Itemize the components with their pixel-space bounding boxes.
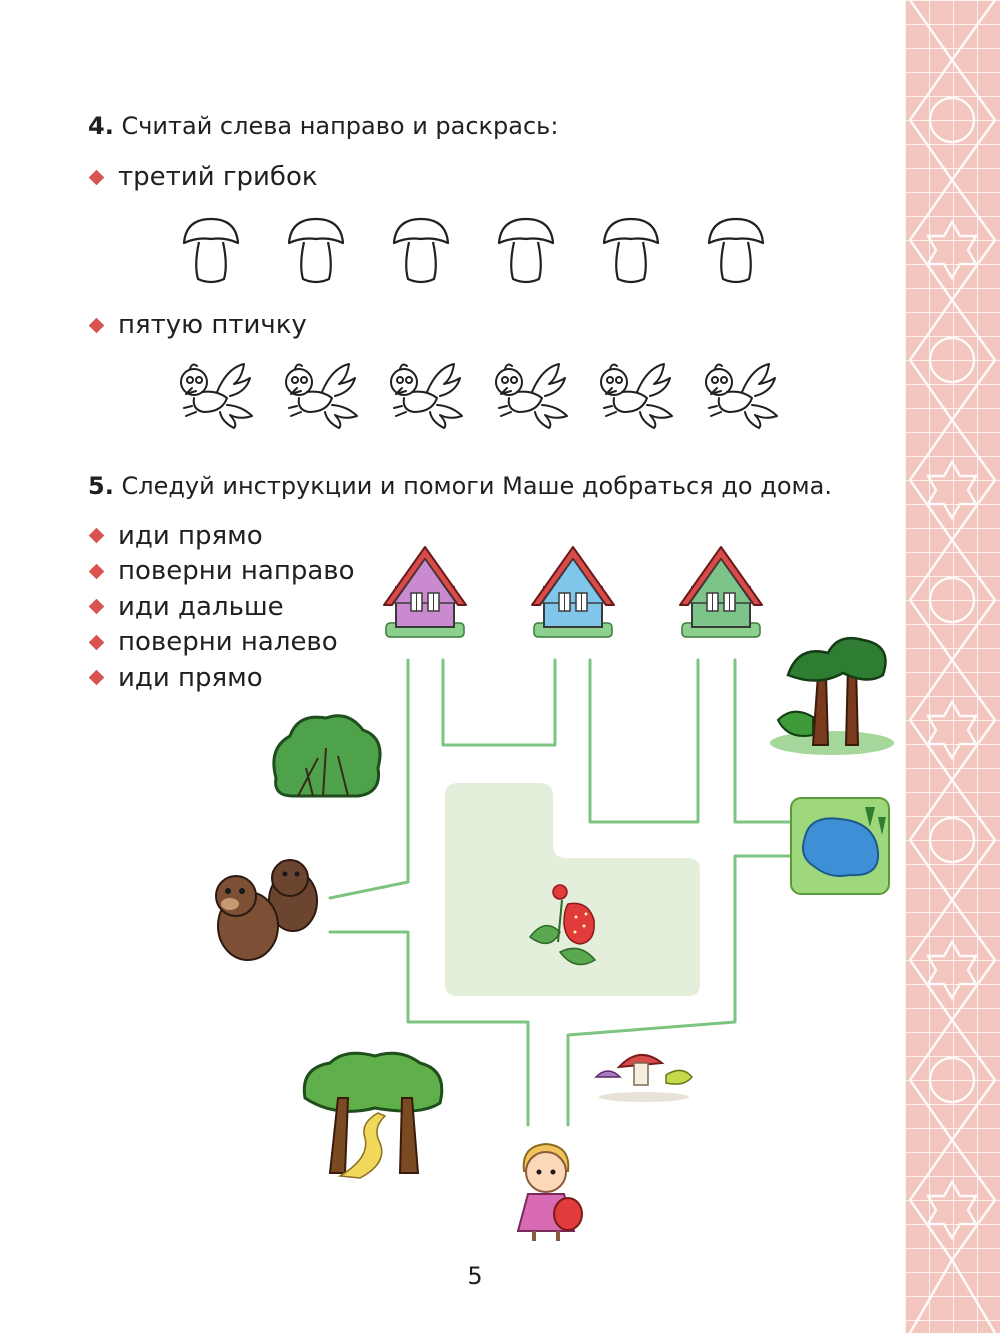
instruction-text: поверни направо <box>118 556 355 587</box>
instruction-text: иди прямо <box>118 520 263 551</box>
decorative-side-strip <box>905 0 1000 1333</box>
masha-girl-icon <box>506 1136 590 1244</box>
house-icon[interactable] <box>380 543 470 641</box>
page-number: 5 <box>467 1262 483 1290</box>
bears-icon <box>208 856 328 968</box>
bush-icon <box>268 708 386 806</box>
lake-icon <box>790 797 890 895</box>
bullet-text: третий грибок <box>118 162 318 192</box>
ornament-pattern <box>905 0 1000 1333</box>
bullet-text: пятую птичку <box>118 310 307 340</box>
house-icon[interactable] <box>528 543 618 641</box>
house-icon[interactable] <box>676 543 766 641</box>
task-5-text: Следуй инструкции и помоги Маше добраться до дома. <box>121 472 832 500</box>
instruction-text: поверни налево <box>118 627 338 658</box>
mushrooms-group-icon <box>594 1045 694 1105</box>
instruction-text: иди дальше <box>118 591 284 622</box>
strawberry-icon <box>520 882 610 972</box>
task-4-text: Считай слева направо и раскрась: <box>121 112 559 140</box>
task-4-number: 4. <box>88 112 114 140</box>
forest-path-icon <box>300 1048 448 1180</box>
task-5-number: 5. <box>88 472 114 500</box>
instruction-text: иди прямо <box>118 662 263 693</box>
house-row <box>380 543 766 641</box>
pine-trees-icon <box>768 625 896 755</box>
